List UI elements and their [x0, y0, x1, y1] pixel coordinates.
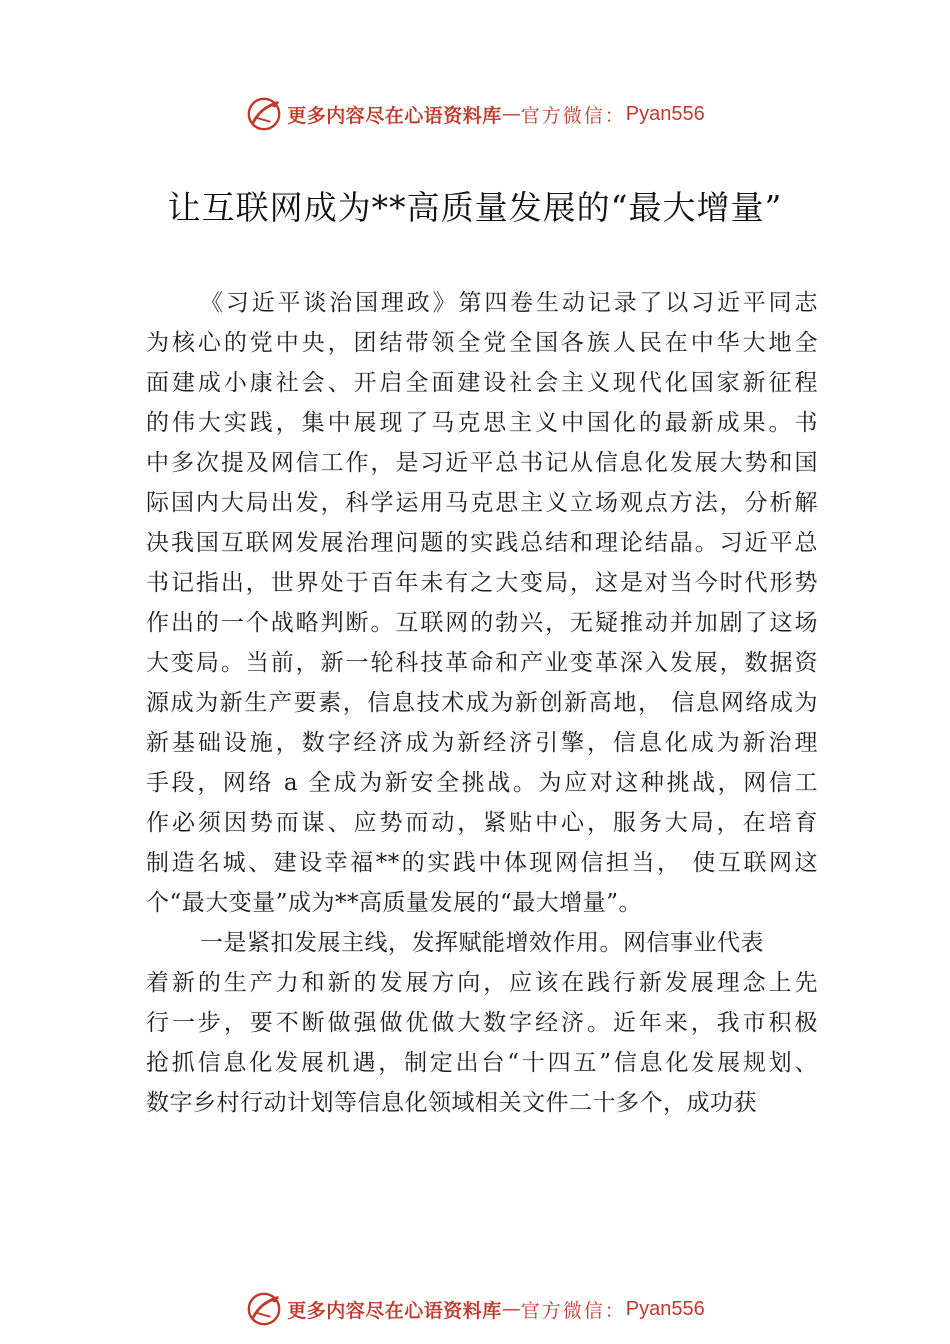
paragraph-1-line: 的伟大实践，集中展现了马克思主义中国化的最新成果。书: [146, 410, 818, 436]
paragraph-2-line: 着新的生产力和新的发展方向，应该在践行新发展理念上先: [146, 970, 818, 996]
paragraph-1-line: 个“最大变量”成为**高质量发展的“最大增量”。: [146, 890, 643, 916]
banner-wechat-id: Pyan556: [625, 102, 705, 125]
paragraph-1-line: 《习近平谈治国理政》第四卷生动记录了以习近平同志: [200, 290, 818, 316]
banner-main-text: 更多内容尽在心语资料库: [287, 104, 502, 127]
banner-wechat-label: 官方微信：: [520, 104, 626, 127]
banner-separator: —: [501, 103, 521, 125]
paragraph-1-line: 面建成小康社会、开启全面建设社会主义现代化国家新征程: [146, 370, 818, 396]
paragraph-2-line: 一是紧扣发展主线，发挥赋能增效作用。网信事业代表: [200, 930, 764, 956]
banner-main-text: 更多内容尽在心语资料库: [287, 1299, 502, 1322]
document-title: 让互联网成为**高质量发展的“最大增量”: [167, 188, 783, 227]
paragraph-1-line: 书记指出，世界处于百年未有之大变局，这是对当今时代形势: [146, 570, 818, 596]
paragraph-1-line: 际国内大局出发，科学运用马克思主义立场观点方法，分析解: [146, 490, 818, 516]
paragraph-1-line: 中多次提及网信工作，是习近平总书记从信息化发展大势和国: [146, 450, 818, 476]
banner-wechat-id: Pyan556: [625, 1297, 705, 1320]
banner-wechat-label: 官方微信：: [520, 1299, 626, 1322]
paragraph-1-line: 作出的一个战略判断。互联网的勃兴，无疑推动并加剧了这场: [146, 610, 818, 636]
document-body: [146, 283, 818, 1123]
brand-logo-icon: [245, 95, 283, 133]
paragraph-1-line: 大变局。当前，新一轮科技革命和产业变革深入发展，数据资: [146, 650, 818, 676]
paragraph-2-line: 数字乡村行动计划等信息化领域相关文件二十多个，成功获: [146, 1090, 757, 1116]
paragraph-1-line: 决我国互联网发展治理问题的实践总结和理论结晶。习近平总: [146, 530, 818, 556]
paragraph-1-line: 为核心的党中央，团结带领全党全国各族人民在中华大地全: [146, 330, 818, 356]
brand-logo-icon: [245, 1290, 283, 1328]
paragraph-2-line: 抢抓信息化发展机遇，制定出台“十四五”信息化发展规划、: [146, 1050, 818, 1076]
paragraph-1-line: 作必须因势而谋、应势而动，紧贴中心，服务大局，在培育: [146, 810, 818, 836]
banner-separator: —: [501, 1298, 521, 1320]
footer-watermark-banner: [0, 1289, 950, 1329]
paragraph-1-line: 源成为新生产要素，信息技术成为新创新高地， 信息网络成为: [146, 690, 818, 716]
paragraph-1-line: 手段，网络 a 全成为新安全挑战。为应对这种挑战，网信工: [146, 770, 818, 796]
paragraph-1-line: 制造名城、建设幸福**的实践中体现网信担当， 使互联网这: [146, 850, 818, 876]
paragraph-2-line: 行一步，要不断做强做优做大数字经济。近年来，我市积极: [146, 1010, 818, 1036]
paragraph-1-line: 新基础设施，数字经济成为新经济引擎，信息化成为新治理: [146, 730, 818, 756]
header-watermark-banner: [0, 94, 950, 134]
